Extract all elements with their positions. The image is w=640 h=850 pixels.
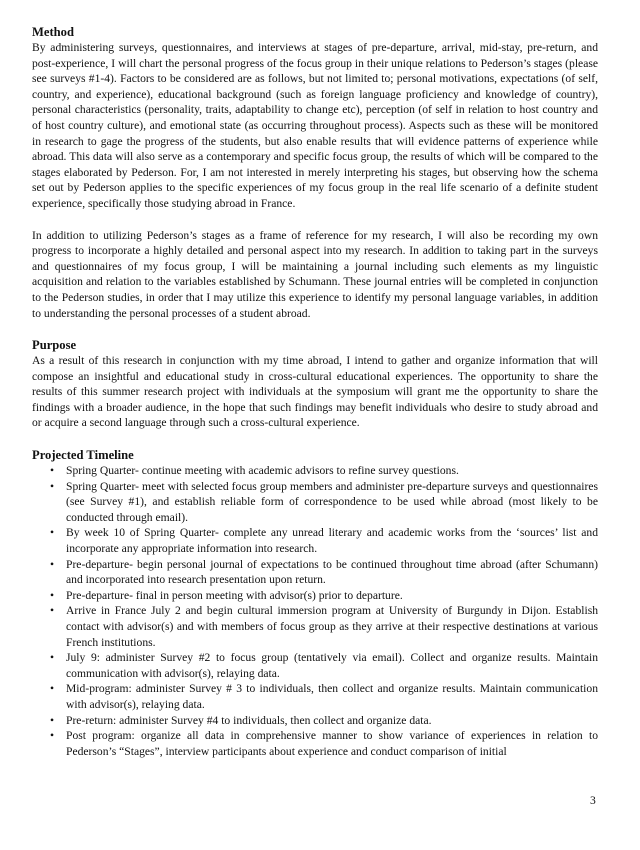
timeline-item: • Post program: organize all data in comprehensive manner to show variance of experiences in relation to Pederson’s “Stages”, interview participants about experience and conduct comparison of initial [66,728,598,759]
timeline-item: • By week 10 of Spring Quarter- complete any unread literary and academic works from the ‘sources’ list and incorporate any appropriate information into research. [66,525,598,556]
purpose-paragraph: As a result of this research in conjunction with my time abroad, I intend to gather and organize information that will compose an insightful and educational study in cross-cultural educational experiences. The opportunity to share the results of this summer research project with individuals at the symposium will grant me the opportunity to share the findings with a broader audience, in the hope that such findings may benefit individuals who desire to study abroad and or acquire a second language through such a cross-cultural experience. [32,354,598,430]
timeline-item: • July 9: administer Survey #2 to focus group (tentatively via email). Collect and organize results. Maintain communication with advisor(s), relaying data. [66,650,598,681]
timeline-item: • Pre-departure- final in person meeting with advisor(s) prior to departure. [66,588,598,604]
method-heading: Method [32,25,74,39]
timeline-item: • Mid-program: administer Survey # 3 to individuals, then collect and organize results. Maintain communication with advisor(s), relaying data. [66,681,598,712]
page-number: 3 [590,794,596,807]
timeline-item: • Spring Quarter- meet with selected focus group members and administer pre-departure surveys and questionnaires (see Survey #1), and establish reliable form of correspondence to be used while abroad (most likely to be conducted through email). [66,479,598,526]
timeline-item: • Arrive in France July 2 and begin cultural immersion program at University of Burgundy in Dijon. Establish contact with advisor(s) and with members of focus group as they arrive at their respective destinations at various French institutions. [66,603,598,650]
timeline-item: • Pre-return: administer Survey #4 to individuals, then collect and organize data. [66,713,598,729]
timeline-list [32,463,598,759]
document-page [32,24,598,759]
timeline-heading: Projected Timeline [32,448,134,463]
purpose-heading: Purpose [32,338,77,353]
method-paragraph-1: By administering surveys, questionnaires, and interviews at stages of pre-departure, arrival, mid-stay, pre-return, and post-experience, I will chart the personal progress of the focus group in their unique relations to Pederson’s stages (please see surveys #1-4). Factors to be considered are as follows, but not limited to; personal motivations, expectations (of self, country, and experience), educational background (such as foreign language proficiency and knowledge of country), personal characteristics (personality, traits, adaptability to change etc), perception (of self in relation to host country and of host country culture), and emotional state (as occurring throughout process). Aspects such as these will be monitored in research to gage the progress of the students, but also enable results that will evidence patterns of experience while abroad. This data will also serve as a contemporary and specific focus group, the results of which will be compared to the stages elaborated by Pederson. For, I am not interested in merely interpreting his stages, but observing how the schema set out by Pederson applies to the specific experiences of my focus group in the real life scenario of a definite student experience, specifically those studying abroad in France. [32,41,598,210]
timeline-item: • Pre-departure- begin personal journal of expectations to be continued throughout time abroad (after Schumann) and incorporated into research presentation upon return. [66,557,598,588]
method-paragraph-2: In addition to utilizing Pederson’s stages as a frame of reference for my research, I will also be recording my own progress to incorporate a highly detailed and personal aspect into my research. In addition to taking part in the surveys and questionnaires of my focus group, I will be maintaining a journal including such elements as my linguistic acquisition and relation to the variables established by Schumann. These journal entries will be completed in conjunction to the Pederson studies, in order that I may utilize this experience to identify my personal language variables, in addition to understanding the personal processes of a student abroad. [32,228,598,320]
timeline-item: • Spring Quarter- continue meeting with academic advisors to refine survey questions. [66,463,598,479]
